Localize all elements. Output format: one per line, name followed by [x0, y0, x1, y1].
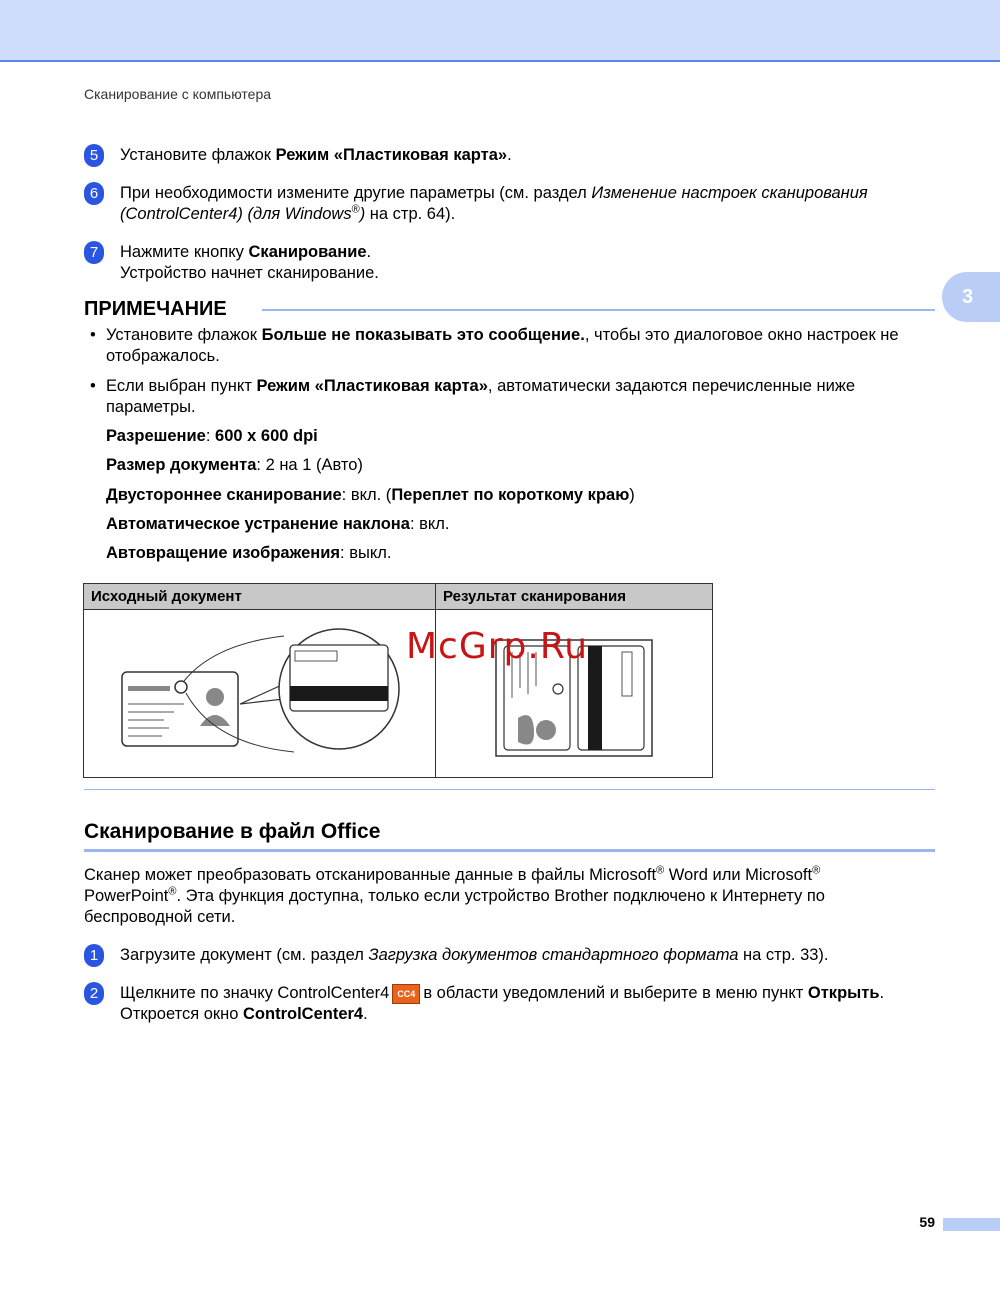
top-band: [0, 0, 1000, 62]
step-number-badge: 7: [84, 241, 104, 264]
section-separator: [84, 789, 935, 790]
section-title: Сканирование в файл Office: [84, 820, 381, 843]
comparison-table: [83, 583, 713, 778]
step-number-badge: 1: [84, 944, 104, 967]
chapter-tab: 3: [942, 272, 1000, 322]
person-icon: [206, 688, 224, 706]
step-number-badge: 5: [84, 144, 104, 167]
cross-reference-link[interactable]: Изменение настроек сканирования (ControlCenter4) (для Windows: [120, 184, 868, 223]
param-auto-deskew: Автоматическое устранение наклона: вкл.: [106, 515, 450, 533]
note-title: ПРИМЕЧАНИЕ: [84, 298, 227, 320]
step-number-badge: 6: [84, 182, 104, 205]
source-card-illustration: [114, 624, 404, 774]
section-intro-paragraph: Сканер может преобразовать отсканированные данные в файлы Microsoft® Word или Microsoft® PowerPoint®. Эта функция доступна, только если устройство Brother подключено к Интернету по беспроводной сети.: [84, 864, 825, 926]
table-header-result: Результат сканирования: [436, 584, 712, 610]
param-auto-rotate: Автовращение изображения: выкл.: [106, 544, 392, 562]
step-number-badge: 2: [84, 982, 104, 1005]
note-divider: [262, 309, 935, 311]
watermark: McGrp.Ru: [406, 626, 589, 667]
param-resolution: Разрешение: 600 x 600 dpi: [106, 427, 318, 445]
cross-reference-link[interactable]: Загрузка документов стандартного формата: [368, 946, 739, 964]
section-title-underline: [84, 849, 935, 852]
table-header-source: Исходный документ: [84, 584, 435, 610]
param-document-size: Размер документа: 2 на 1 (Авто): [106, 456, 363, 474]
magnetic-stripe: [290, 686, 388, 701]
page-number-bar: [943, 1218, 1000, 1231]
page-number: 59: [919, 1214, 935, 1230]
controlcenter4-icon: CC4: [392, 984, 420, 1004]
param-duplex: Двустороннее сканирование: вкл. (Переплет по короткому краю): [106, 486, 635, 504]
running-header: Сканирование с компьютера: [84, 86, 272, 102]
